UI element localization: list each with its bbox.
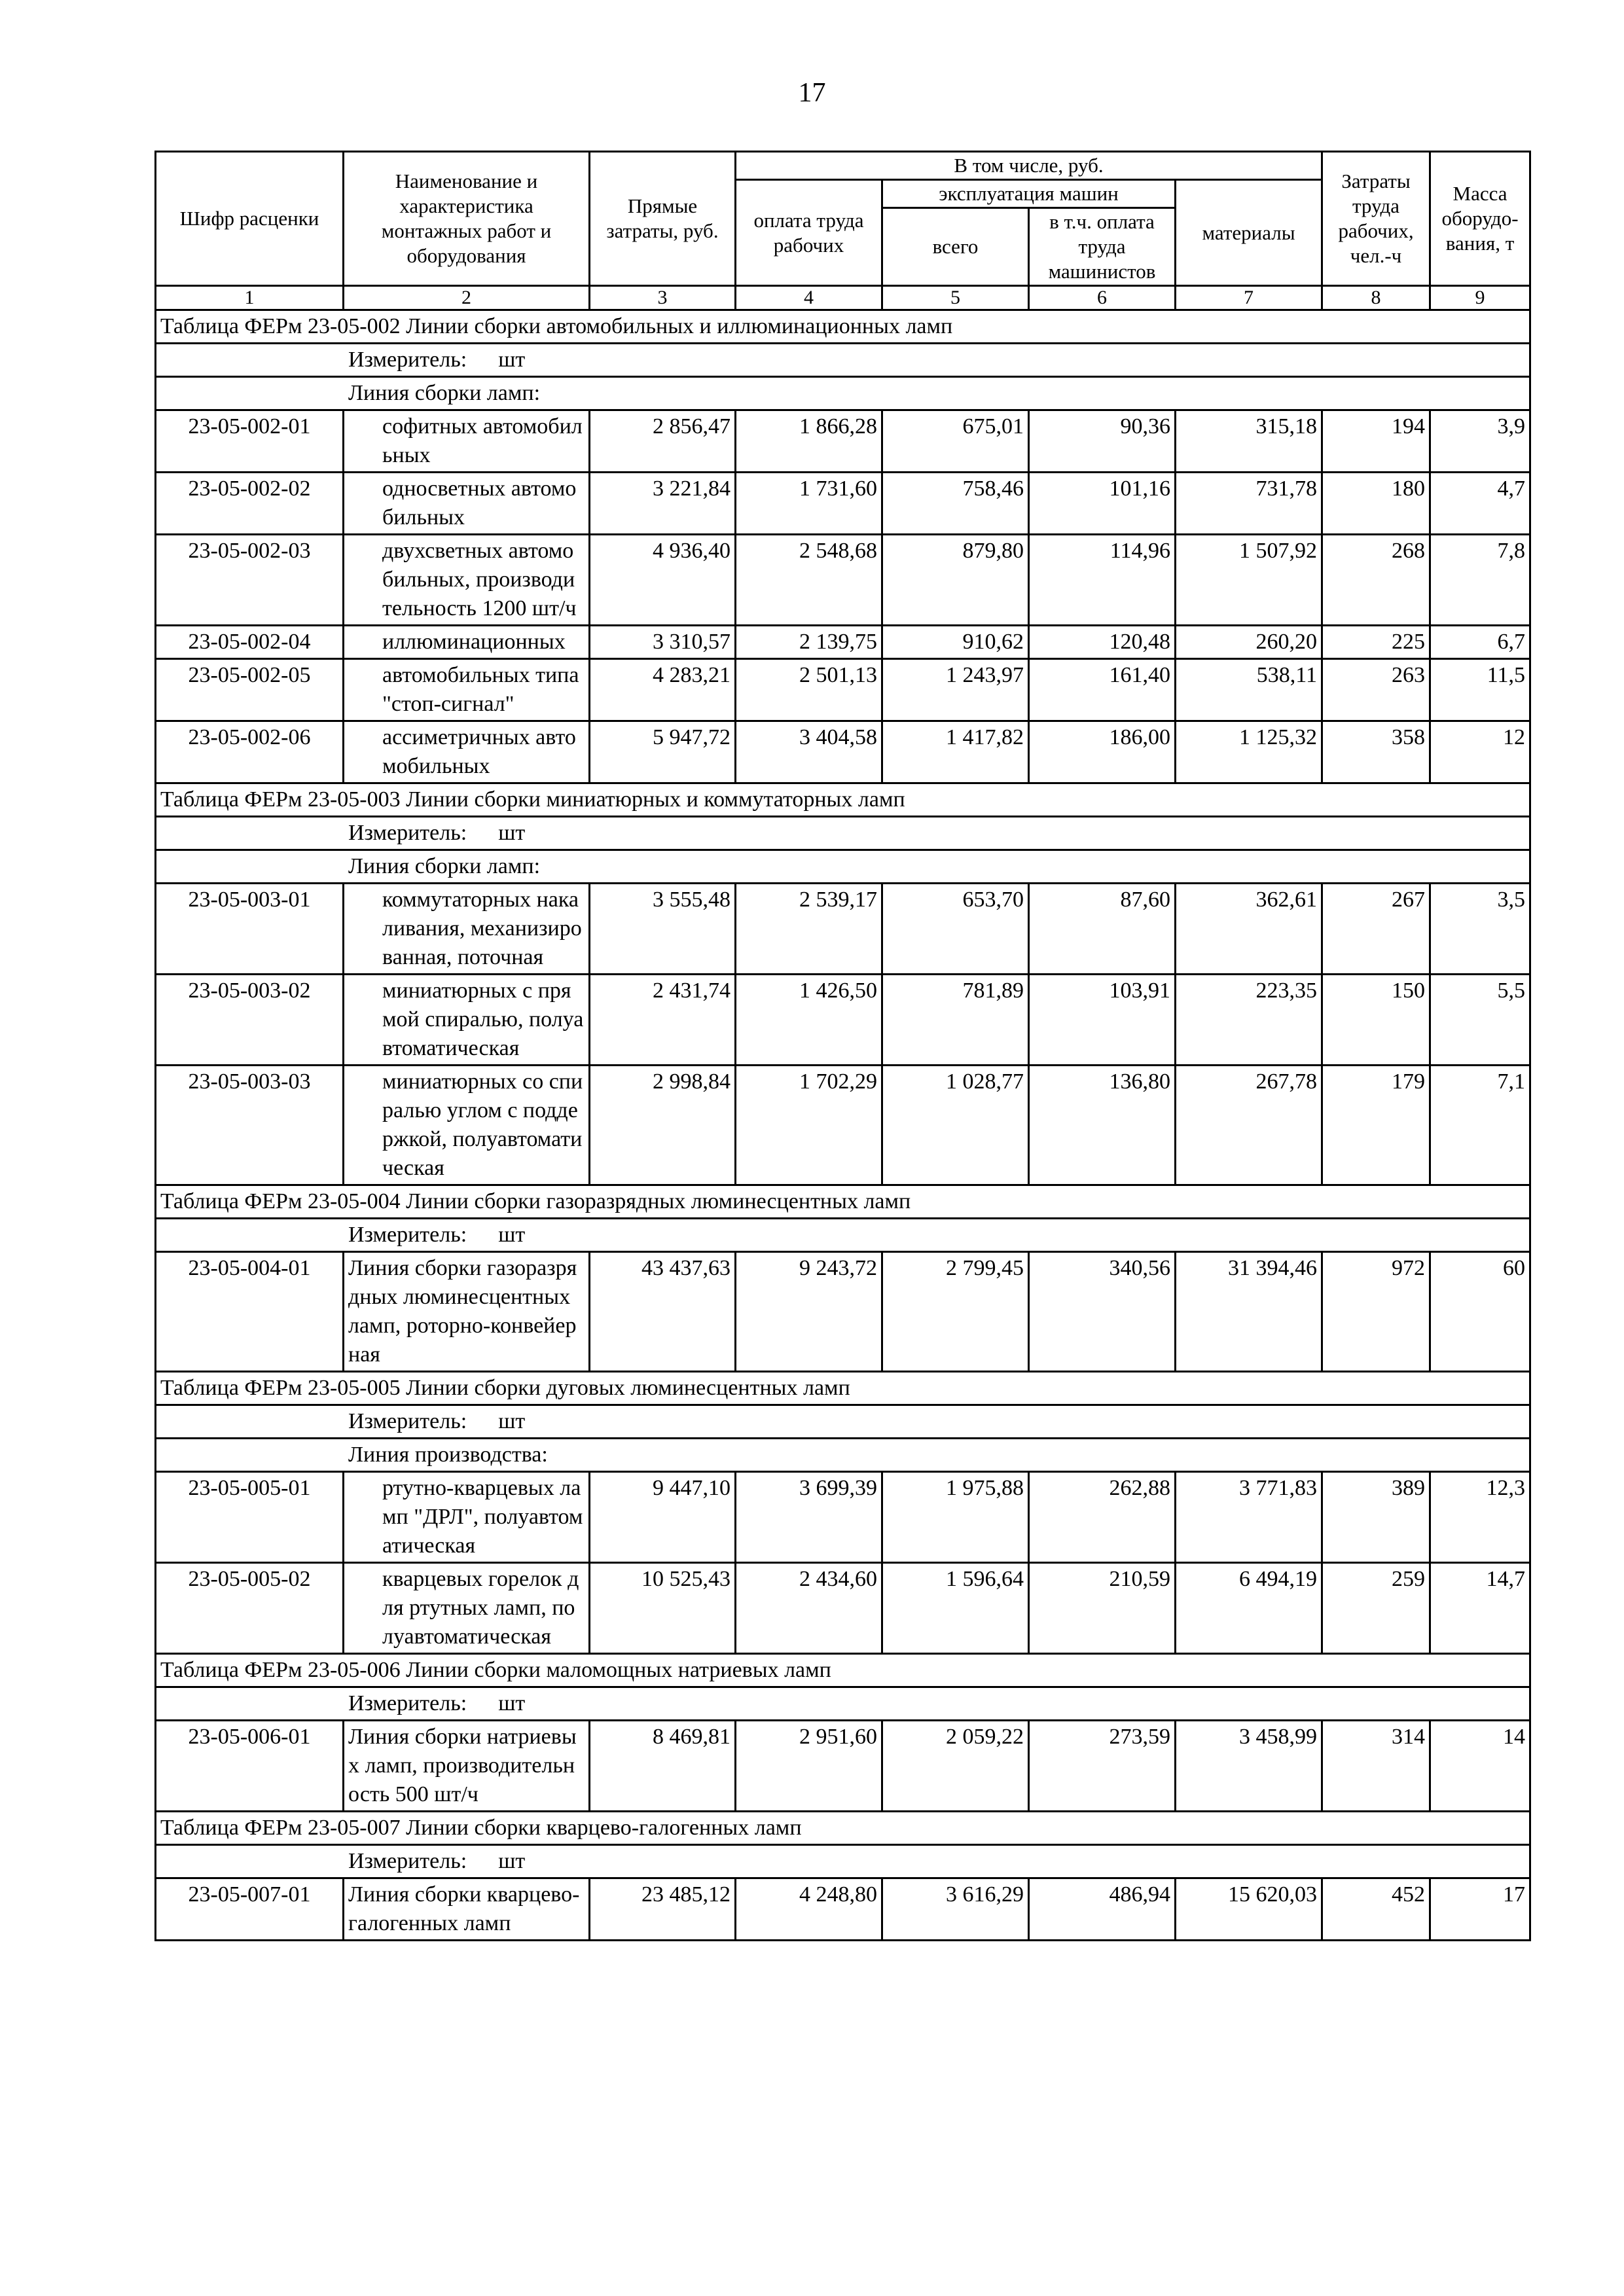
worker-wages: 2 434,60: [736, 1563, 882, 1654]
machines-total: 758,46: [882, 473, 1029, 535]
table-row: [156, 473, 1530, 535]
table-row: [156, 659, 1530, 721]
table-title: Таблица ФЕРм 23-05-007 Линии сборки кварцево-галогенных ламп: [156, 1812, 1530, 1845]
rate-code: 23-05-004-01: [156, 1252, 344, 1372]
page-number: 17: [798, 78, 826, 108]
materials-cost: 267,78: [1176, 1066, 1322, 1185]
labor-hours: 180: [1322, 473, 1430, 535]
machines-total: 653,70: [882, 884, 1029, 975]
measure-label: Измеритель:: [348, 1409, 467, 1433]
operator-wages: 87,60: [1029, 884, 1176, 975]
table-row: [156, 975, 1530, 1066]
direct-costs: 3 221,84: [590, 473, 736, 535]
measure-label: Измеритель:: [348, 1691, 467, 1715]
operator-wages: 114,96: [1029, 535, 1176, 626]
equipment-mass: 7,1: [1430, 1066, 1530, 1185]
operator-wages: 262,88: [1029, 1472, 1176, 1563]
column-index: 2: [344, 286, 590, 310]
column-index: 8: [1322, 286, 1430, 310]
operator-wages: 340,56: [1029, 1252, 1176, 1372]
work-name: миниатюрных с прямой спиралью, полуавтоматическая: [344, 975, 590, 1066]
table-row: [156, 1563, 1530, 1654]
work-name: Линия сборки кварцево-галогенных ламп: [344, 1878, 590, 1941]
work-name: ртутно-кварцевых ламп "ДРЛ", полуавтоматическая: [344, 1472, 590, 1563]
measure-label: Измеритель:: [348, 821, 467, 845]
measure-row: [156, 817, 1530, 850]
table-row: [156, 1066, 1530, 1185]
rate-code: 23-05-002-02: [156, 473, 344, 535]
labor-hours: 150: [1322, 975, 1430, 1066]
worker-wages: 1 426,50: [736, 975, 882, 1066]
rate-code: 23-05-003-02: [156, 975, 344, 1066]
measure-unit: шт: [498, 348, 526, 372]
labor-hours: 179: [1322, 1066, 1430, 1185]
machines-total: 2 059,22: [882, 1721, 1029, 1812]
direct-costs: 2 431,74: [590, 975, 736, 1066]
table-subheader: [156, 377, 1530, 410]
measure-row: [156, 1219, 1530, 1252]
col-wages-header: оплата труда рабочих: [736, 180, 882, 286]
rate-code: 23-05-003-01: [156, 884, 344, 975]
machines-total: 1 596,64: [882, 1563, 1029, 1654]
measure-label: Измеритель:: [348, 348, 467, 372]
direct-costs: 10 525,43: [590, 1563, 736, 1654]
worker-wages: 2 548,68: [736, 535, 882, 626]
machines-total: 879,80: [882, 535, 1029, 626]
column-index: 7: [1176, 286, 1322, 310]
table-title: Таблица ФЕРм 23-05-005 Линии сборки дуговых люминесцентных ламп: [156, 1372, 1530, 1405]
column-index: 6: [1029, 286, 1176, 310]
worker-wages: 3 404,58: [736, 721, 882, 783]
rates-body: [156, 310, 1530, 1941]
labor-hours: 267: [1322, 884, 1430, 975]
measure-unit: шт: [498, 1223, 526, 1247]
equipment-mass: 6,7: [1430, 626, 1530, 659]
equipment-mass: 3,9: [1430, 410, 1530, 473]
labor-hours: 268: [1322, 535, 1430, 626]
direct-costs: 23 485,12: [590, 1878, 736, 1941]
labor-hours: 259: [1322, 1563, 1430, 1654]
table-row: [156, 410, 1530, 473]
equipment-mass: 17: [1430, 1878, 1530, 1941]
subheader-text: Линия сборки ламп:: [348, 854, 541, 878]
column-index: 3: [590, 286, 736, 310]
table-title: Таблица ФЕРм 23-05-006 Линии сборки маломощных натриевых ламп: [156, 1654, 1530, 1687]
machines-total: 2 799,45: [882, 1252, 1029, 1372]
work-name: Линия сборки натриевых ламп, производительность 500 шт/ч: [344, 1721, 590, 1812]
operator-wages: 186,00: [1029, 721, 1176, 783]
rate-code: 23-05-002-06: [156, 721, 344, 783]
labor-hours: 389: [1322, 1472, 1430, 1563]
direct-costs: 9 447,10: [590, 1472, 736, 1563]
rate-code: 23-05-005-02: [156, 1563, 344, 1654]
measure-unit: шт: [498, 1691, 526, 1715]
measure-row: [156, 1687, 1530, 1721]
measure-row: [156, 1845, 1530, 1878]
equipment-mass: 3,5: [1430, 884, 1530, 975]
col-direct-header: Прямые затраты, руб.: [590, 152, 736, 286]
direct-costs: 4 936,40: [590, 535, 736, 626]
direct-costs: 3 555,48: [590, 884, 736, 975]
measure-label: Измеритель:: [348, 1849, 467, 1873]
labor-hours: 972: [1322, 1252, 1430, 1372]
worker-wages: 1 702,29: [736, 1066, 882, 1185]
table-title: Таблица ФЕРм 23-05-004 Линии сборки газоразрядных люминесцентных ламп: [156, 1185, 1530, 1219]
table-title: Таблица ФЕРм 23-05-003 Линии сборки миниатюрных и коммутаторных ламп: [156, 783, 1530, 817]
table-row: [156, 626, 1530, 659]
work-name: Линия сборки газоразрядных люминесцентных ламп, роторно-конвейерная: [344, 1252, 590, 1372]
measure-unit: шт: [498, 1849, 526, 1873]
direct-costs: 2 856,47: [590, 410, 736, 473]
worker-wages: 9 243,72: [736, 1252, 882, 1372]
operator-wages: 103,91: [1029, 975, 1176, 1066]
col-labor-header: Затраты труда рабочих, чел.-ч: [1322, 152, 1430, 286]
machines-total: 1 243,97: [882, 659, 1029, 721]
machines-total: 675,01: [882, 410, 1029, 473]
column-index: 1: [156, 286, 344, 310]
machines-total: 1 028,77: [882, 1066, 1029, 1185]
measure-unit: шт: [498, 821, 526, 845]
col-incl-header: В том числе, руб.: [736, 152, 1322, 180]
materials-cost: 315,18: [1176, 410, 1322, 473]
worker-wages: 2 539,17: [736, 884, 882, 975]
work-name: односветных автомобильных: [344, 473, 590, 535]
table-row: [156, 884, 1530, 975]
materials-cost: 538,11: [1176, 659, 1322, 721]
materials-cost: 1 507,92: [1176, 535, 1322, 626]
labor-hours: 263: [1322, 659, 1430, 721]
direct-costs: 8 469,81: [590, 1721, 736, 1812]
subheader-text: Линия сборки ламп:: [348, 381, 541, 405]
operator-wages: 210,59: [1029, 1563, 1176, 1654]
equipment-mass: 4,7: [1430, 473, 1530, 535]
operator-wages: 161,40: [1029, 659, 1176, 721]
table-row: [156, 535, 1530, 626]
column-index: 9: [1430, 286, 1530, 310]
materials-cost: 1 125,32: [1176, 721, 1322, 783]
materials-cost: 3 771,83: [1176, 1472, 1322, 1563]
table-row: [156, 1252, 1530, 1372]
rate-code: 23-05-006-01: [156, 1721, 344, 1812]
operator-wages: 101,16: [1029, 473, 1176, 535]
direct-costs: 4 283,21: [590, 659, 736, 721]
rate-code: 23-05-002-03: [156, 535, 344, 626]
direct-costs: 43 437,63: [590, 1252, 736, 1372]
rate-code: 23-05-005-01: [156, 1472, 344, 1563]
work-name: автомобильных типа "стоп-сигнал": [344, 659, 590, 721]
direct-costs: 2 998,84: [590, 1066, 736, 1185]
worker-wages: 1 866,28: [736, 410, 882, 473]
equipment-mass: 14: [1430, 1721, 1530, 1812]
table-subheader: [156, 850, 1530, 884]
col-code-header: Шифр расценки: [156, 152, 344, 286]
table-title: Таблица ФЕРм 23-05-002 Линии сборки автомобильных и иллюминационных ламп: [156, 310, 1530, 344]
work-name: коммутаторных накаливания, механизированная, поточная: [344, 884, 590, 975]
work-name: иллюминационных: [344, 626, 590, 659]
worker-wages: 3 699,39: [736, 1472, 882, 1563]
labor-hours: 452: [1322, 1878, 1430, 1941]
direct-costs: 5 947,72: [590, 721, 736, 783]
measure-row: [156, 344, 1530, 377]
table-row: [156, 721, 1530, 783]
measure-label: Измеритель:: [348, 1223, 467, 1247]
work-name: двухсветных автомобильных, производительность 1200 шт/ч: [344, 535, 590, 626]
operator-wages: 136,80: [1029, 1066, 1176, 1185]
worker-wages: 2 501,13: [736, 659, 882, 721]
labor-hours: 358: [1322, 721, 1430, 783]
equipment-mass: 7,8: [1430, 535, 1530, 626]
column-index: 4: [736, 286, 882, 310]
machines-total: 1 417,82: [882, 721, 1029, 783]
operator-wages: 273,59: [1029, 1721, 1176, 1812]
materials-cost: 15 620,03: [1176, 1878, 1322, 1941]
equipment-mass: 11,5: [1430, 659, 1530, 721]
measure-unit: шт: [498, 1409, 526, 1433]
machines-total: 1 975,88: [882, 1472, 1029, 1563]
equipment-mass: 60: [1430, 1252, 1530, 1372]
rate-code: 23-05-003-03: [156, 1066, 344, 1185]
labor-hours: 225: [1322, 626, 1430, 659]
operator-wages: 486,94: [1029, 1878, 1176, 1941]
col-mass-header: Масса оборудо-вания, т: [1430, 152, 1530, 286]
rate-code: 23-05-002-01: [156, 410, 344, 473]
table-row: [156, 1878, 1530, 1941]
machines-total: 781,89: [882, 975, 1029, 1066]
materials-cost: 3 458,99: [1176, 1721, 1322, 1812]
labor-hours: 194: [1322, 410, 1430, 473]
measure-row: [156, 1405, 1530, 1439]
column-index-row: [156, 286, 1530, 310]
equipment-mass: 14,7: [1430, 1563, 1530, 1654]
work-name: миниатюрных со спиралью углом с поддержкой, полуавтоматическая: [344, 1066, 590, 1185]
col-name-header: Наименование и характеристика монтажных работ и оборудования: [344, 152, 590, 286]
work-name: софитных автомобильных: [344, 410, 590, 473]
col-total-header: всего: [882, 208, 1029, 286]
materials-cost: 362,61: [1176, 884, 1322, 975]
rate-code: 23-05-002-04: [156, 626, 344, 659]
worker-wages: 1 731,60: [736, 473, 882, 535]
col-machines-header: эксплуатация машин: [882, 180, 1176, 208]
materials-cost: 260,20: [1176, 626, 1322, 659]
worker-wages: 2 951,60: [736, 1721, 882, 1812]
col-materials-header: материалы: [1176, 180, 1322, 286]
rates-table: [154, 151, 1531, 1941]
rate-code: 23-05-002-05: [156, 659, 344, 721]
table-subheader: [156, 1439, 1530, 1472]
operator-wages: 120,48: [1029, 626, 1176, 659]
direct-costs: 3 310,57: [590, 626, 736, 659]
equipment-mass: 12: [1430, 721, 1530, 783]
table-row: [156, 1472, 1530, 1563]
operator-wages: 90,36: [1029, 410, 1176, 473]
materials-cost: 6 494,19: [1176, 1563, 1322, 1654]
col-mach-wages-header: в т.ч. оплата труда машинистов: [1029, 208, 1176, 286]
equipment-mass: 5,5: [1430, 975, 1530, 1066]
materials-cost: 731,78: [1176, 473, 1322, 535]
equipment-mass: 12,3: [1430, 1472, 1530, 1563]
subheader-text: Линия производства:: [348, 1443, 548, 1467]
machines-total: 3 616,29: [882, 1878, 1029, 1941]
worker-wages: 4 248,80: [736, 1878, 882, 1941]
worker-wages: 2 139,75: [736, 626, 882, 659]
column-index: 5: [882, 286, 1029, 310]
rate-code: 23-05-007-01: [156, 1878, 344, 1941]
labor-hours: 314: [1322, 1721, 1430, 1812]
work-name: ассиметричных автомобильных: [344, 721, 590, 783]
work-name: кварцевых горелок для ртутных ламп, полуавтоматическая: [344, 1563, 590, 1654]
machines-total: 910,62: [882, 626, 1029, 659]
materials-cost: 31 394,46: [1176, 1252, 1322, 1372]
table-row: [156, 1721, 1530, 1812]
materials-cost: 223,35: [1176, 975, 1322, 1066]
